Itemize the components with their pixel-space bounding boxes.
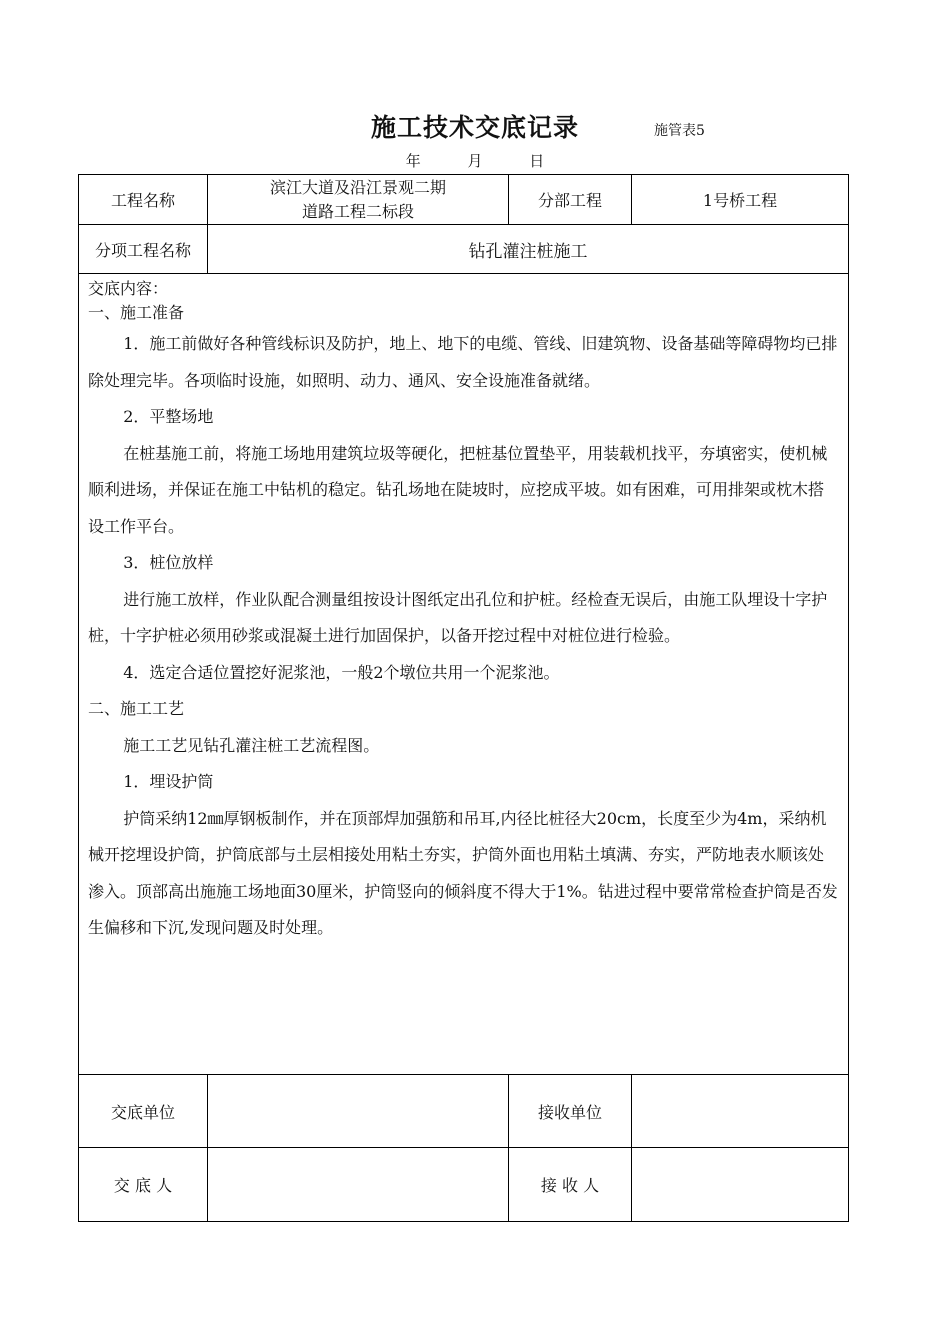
date-line: [0, 150, 950, 171]
section-1-heading: 一、施工准备: [88, 303, 185, 322]
issuer-field[interactable]: [208, 1148, 509, 1222]
receiving-unit-field[interactable]: [632, 1075, 849, 1148]
receiver-field[interactable]: [632, 1148, 849, 1222]
content-intro: 交底内容：: [88, 279, 169, 298]
date-year: 年: [405, 152, 421, 170]
date-month: 月: [467, 152, 483, 170]
issuing-unit-field[interactable]: [208, 1075, 509, 1148]
item-3-title: 3．桩位放样: [123, 553, 214, 572]
project-name-line2: 道路工程二标段: [302, 201, 415, 221]
project-name-line1: 滨江大道及沿江景观二期: [270, 177, 447, 197]
content-cell: [79, 274, 849, 1075]
item-3-body: 进行施工放样，作业队配合测量组按设计图纸定出孔位和护桩。经检查无误后，由施工队埋设十字护桩，十字护桩必须用砂浆或混凝土进行加固保护，以备开挖过程中对桩位进行检验。: [88, 589, 828, 645]
record-table: [78, 174, 849, 1222]
subitem-label: 分项工程名称: [79, 225, 208, 274]
item-2-body: 在桩基施工前，将施工场地用建筑垃圾等硬化，把桩基位置垫平，用装载机找平，夯填密实，使机械顺利进场，并保证在施工中钻机的稳定。钻孔场地在陡坡时，应挖成平坡。如有困难，可用排架或枕木搭设工作平台。: [88, 443, 828, 536]
section-2-intro: 施工工艺见钻孔灌注桩工艺流程图。: [123, 735, 380, 755]
date-day: 日: [529, 152, 545, 170]
subitem-value: 钻孔灌注桩施工: [208, 225, 849, 274]
project-name-label: 工程名称: [79, 175, 208, 225]
item-1: 1．施工前做好各种管线标识及防护，地上、地下的电缆、管线、旧建筑物、设备基础等障碍物均已排除处理完毕。各项临时设施，如照明、动力、通风、安全设施准备就绪。: [88, 334, 838, 390]
document-title: 施工技术交底记录: [370, 113, 579, 142]
division-label: 分部工程: [509, 175, 632, 225]
issuer-label: 交 底 人: [79, 1148, 208, 1222]
issuing-unit-label: 交底单位: [79, 1075, 208, 1148]
form-number: 施管表5: [654, 123, 705, 139]
receiver-label: 接 收 人: [509, 1148, 632, 1222]
project-name-value: [208, 175, 509, 225]
receiving-unit-label: 接收单位: [509, 1075, 632, 1148]
step-1-title: 1．埋设护筒: [123, 772, 214, 791]
item-2-title: 2．平整场地: [123, 407, 214, 426]
step-1-body: 护筒采纳12㎜厚钢板制作，并在顶部焊加强筋和吊耳,内径比桩径大20cm，长度至少为4m，采纳机械开挖埋设护筒，护筒底部与土层相接处用粘土夯实，护筒外面也用粘土填满、夯实，严防地表水顺该处渗入。顶部高出施施工场地面30厘米，护筒竖向的倾斜度不得大于1%。钻进过程中要常常检查护筒是否发生偏移和下沉,发现问题及时处理。: [88, 808, 838, 937]
item-4: 4．选定合适位置挖好泥浆池，一般2个墩位共用一个泥浆池。: [123, 662, 560, 682]
division-value: 1号桥工程: [632, 175, 849, 225]
section-2-heading: 二、施工工艺: [88, 699, 185, 718]
